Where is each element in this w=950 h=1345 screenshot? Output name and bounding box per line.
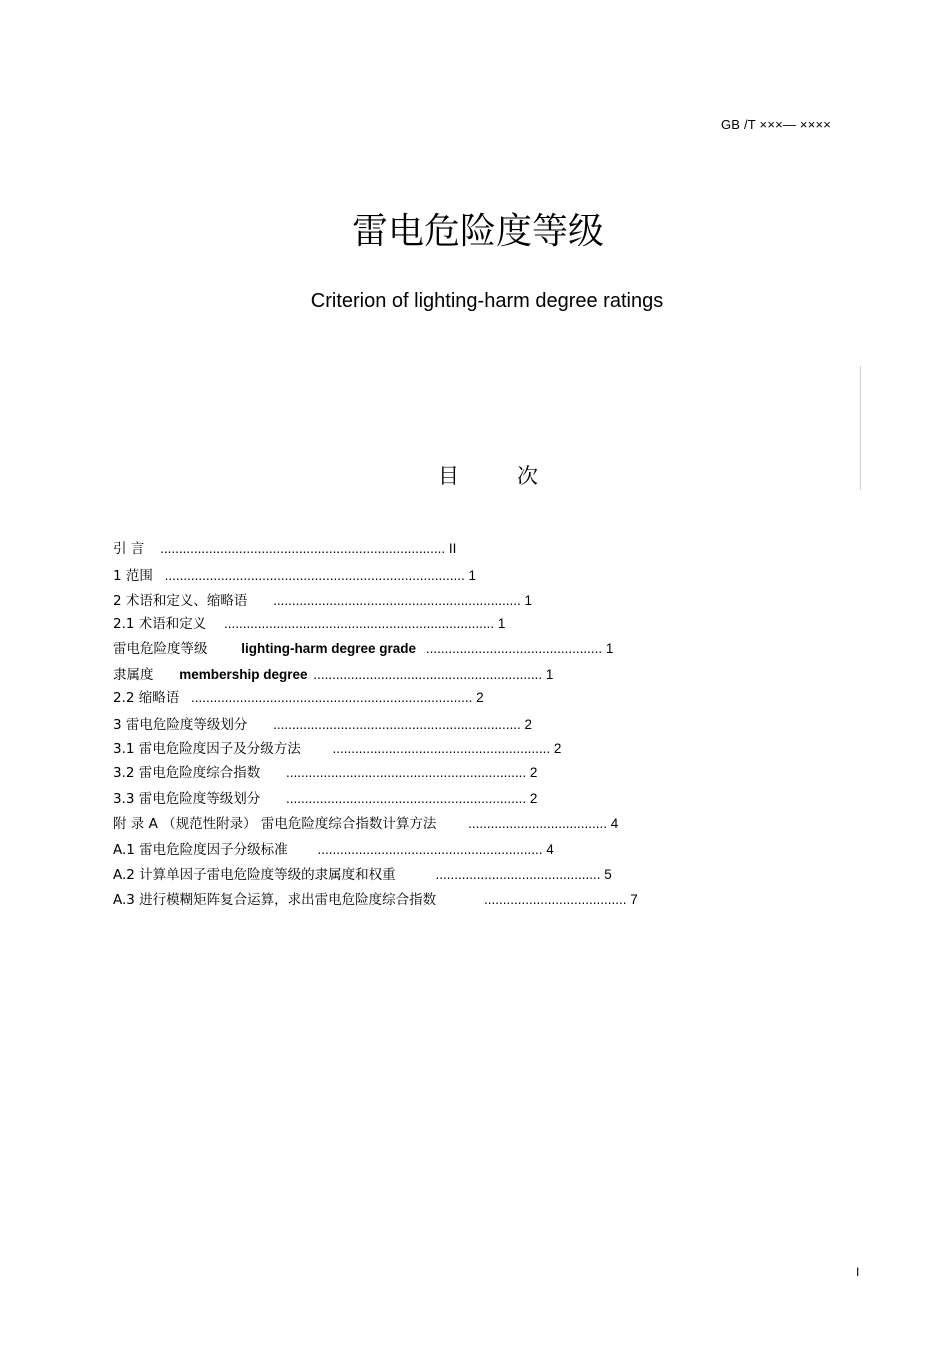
toc-entry-label: 2.2 缩略语: [113, 690, 180, 706]
toc-entry-label: A.3 进行模糊矩阵复合运算，求出雷电危险度综合指数: [113, 892, 437, 908]
toc-entry-page: 4: [610, 816, 619, 831]
toc-entry-page: 7: [630, 892, 638, 907]
toc-entry-label: 3 雷电危险度等级划分: [113, 717, 248, 733]
toc-entry-label: A.2 计算单因子雷电危险度等级的隶属度和权重: [113, 867, 396, 883]
document-title-chinese: 雷电危险度等级: [351, 211, 604, 252]
toc-entry[interactable]: [113, 589, 532, 609]
toc-entry-leader: ................................................................: [286, 791, 527, 806]
toc-entry-page: 2: [553, 741, 562, 756]
toc-entry[interactable]: [113, 713, 532, 733]
toc-entry-leader: ............................................................................: [160, 541, 446, 556]
toc-entry[interactable]: [113, 686, 484, 706]
toc-entry-leader: ................................................................: [286, 765, 527, 780]
toc-entry-english: membership degree: [179, 667, 308, 682]
toc-entry-label: 3.1 雷电危险度因子及分级方法: [113, 741, 301, 757]
toc-heading-right: 次: [517, 464, 538, 488]
toc-entry-page: 2: [524, 717, 532, 732]
toc-entry-label: 隶属度: [113, 667, 154, 683]
toc-entry-page: 1: [605, 641, 614, 656]
toc-entry-leader: ............................................: [435, 867, 601, 882]
toc-entry-page: 1: [468, 568, 476, 583]
toc-entry-leader: ................................................................................: [164, 568, 465, 583]
toc-entry-page: 2: [529, 791, 538, 806]
toc-entry-page: II: [448, 541, 457, 556]
toc-entry-leader: ............................................................: [317, 842, 543, 857]
toc-entry-label: 雷电危险度等级: [113, 641, 208, 657]
toc-entry-leader: ..................................................................: [273, 717, 521, 732]
toc-entry-leader: ...........................................................................: [191, 690, 473, 705]
toc-entry[interactable]: [113, 787, 537, 807]
toc-entry-page: 1: [524, 593, 532, 608]
toc-entry-label: A.1 雷电危险度因子分级标准: [113, 842, 288, 858]
toc-entry-label: 2 术语和定义、缩略语: [113, 593, 248, 609]
toc-entry[interactable]: [113, 812, 618, 832]
toc-entry[interactable]: [113, 637, 613, 657]
toc-entry-label: 2.1 术语和定义: [113, 616, 207, 632]
toc-entry-label: 3.3 雷电危险度等级划分: [113, 791, 261, 807]
toc-entry-label: 附 录 A （规范性附录） 雷电危险度综合指数计算方法: [113, 816, 437, 832]
standard-code: GB /T ×××— ××××: [721, 117, 832, 132]
toc-entry-english: lighting-harm degree grade: [241, 641, 417, 656]
toc-entry-leader: ..................................................................: [273, 593, 521, 608]
toc-entry-leader: ........................................................................: [224, 616, 495, 631]
toc-entry[interactable]: [113, 761, 537, 781]
toc-entry-page: 1: [497, 616, 506, 631]
toc-entry[interactable]: [113, 863, 612, 883]
toc-entry-page: 2: [476, 690, 484, 705]
margin-rule: [860, 366, 861, 490]
toc-entry-leader: ..........................................................: [332, 741, 551, 756]
toc-entry[interactable]: [113, 737, 561, 757]
page-number: I: [856, 1265, 860, 1279]
toc-heading-left: 目: [438, 464, 459, 488]
toc-entry-leader: .....................................: [468, 816, 607, 831]
document-title-english: Criterion of lighting-harm degree ratings: [310, 290, 664, 312]
toc-entry-page: 1: [545, 667, 554, 682]
toc-entry-label: 3.2 雷电危险度综合指数: [113, 765, 261, 781]
toc-entry-page: 4: [546, 842, 554, 857]
toc-entry[interactable]: [113, 838, 554, 858]
toc-entry[interactable]: [113, 537, 456, 557]
toc-entry-leader: ...............................................: [425, 641, 603, 656]
toc-entry-page: 5: [604, 867, 612, 882]
toc-entry[interactable]: [113, 888, 638, 908]
toc-entry[interactable]: [113, 663, 553, 683]
toc-heading: [438, 460, 538, 490]
toc-entry-page: 2: [529, 765, 538, 780]
toc-entry-leader: ......................................: [483, 892, 627, 907]
toc-entry-label: 引 言: [113, 541, 145, 557]
toc-entry-label: 1 范围: [113, 568, 153, 584]
toc-entry-leader: .............................................................: [313, 667, 543, 682]
toc-entry[interactable]: [113, 564, 476, 584]
toc-entry[interactable]: [113, 612, 505, 632]
